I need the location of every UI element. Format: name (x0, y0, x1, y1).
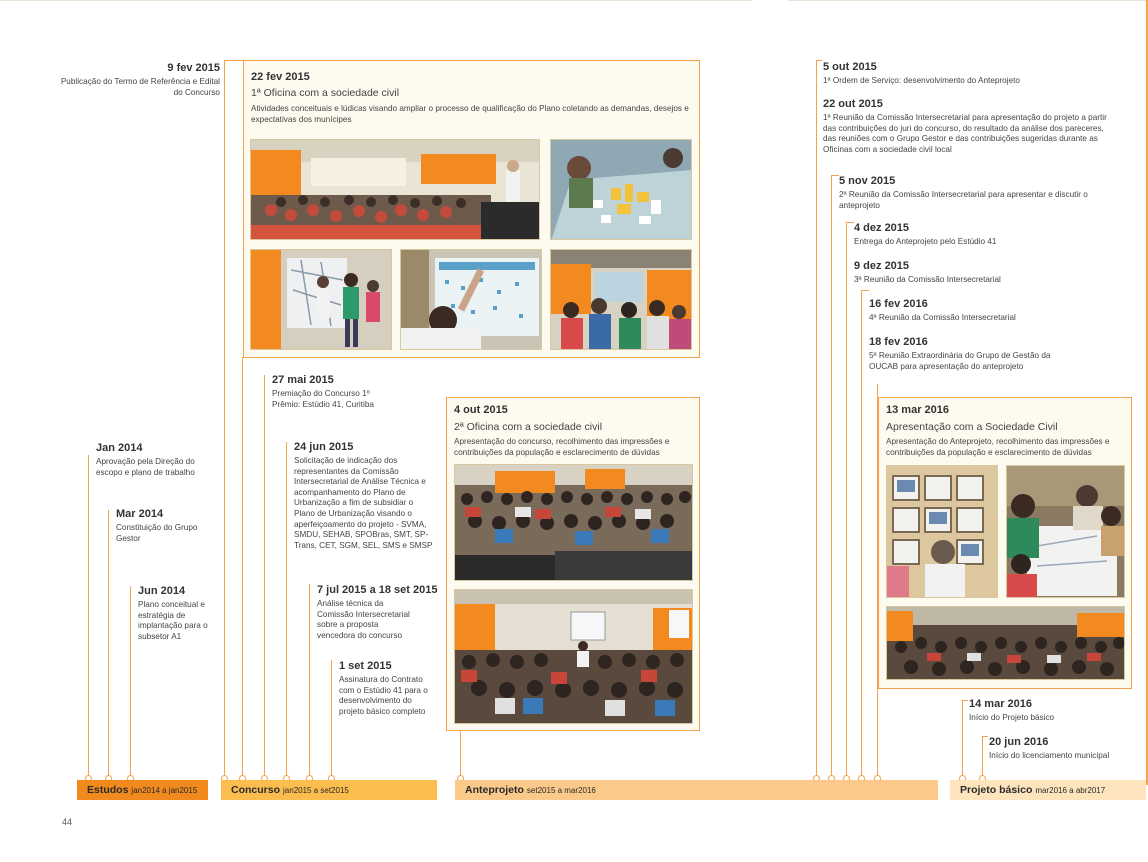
tick-14-mar (962, 700, 968, 701)
event-desc: Solicitação de indicação dos representantes da Comissão Intersecretarial de Análise Técnica e acompanhamento do Plano de Urbanização a fim de subsidiar o Plano de Urbanização visando o aperfeiçoamento do projeto - SVMA, SMDU, SEHAB, SPOBras, SMT, SP-Trans, CET, SGM, SEL, SMS e SMSP (294, 456, 433, 550)
stem-24-jun-2015 (286, 442, 287, 777)
event-date: 18 fev 2016 (869, 336, 928, 348)
event-date: 4 dez 2015 (854, 222, 910, 234)
event-desc: 3ª Reunião da Comissão Intersecretarial (854, 275, 1001, 284)
event-desc: Premiação do Concurso 1º Prêmio: Estúdio 41, Curitiba (272, 389, 374, 409)
event-14-mar-2016 (969, 698, 1129, 724)
event-24-jun-2015 (294, 441, 434, 551)
phase-range: set2015 a mar2016 (526, 786, 596, 795)
tick-4-dez (861, 290, 869, 291)
workshop-1-photo-auditorium (250, 139, 540, 240)
workshop-3-card (878, 397, 1132, 689)
stem-14-mar-2016 (962, 700, 963, 777)
event-desc: 2ª Reunião da Comissão Intersecretarial para apresentar e discutir o anteprojeto (839, 190, 1088, 210)
event-date: Mar 2014 (116, 508, 164, 520)
workshop-1-photo-wall-map (250, 249, 392, 350)
event-desc: Entrega do Anteprojeto pelo Estúdio 41 (854, 237, 997, 246)
workshop-3-date: 13 mar 2016 (886, 404, 949, 416)
event-date: Jun 2014 (138, 585, 186, 597)
event-jun-2014 (138, 585, 212, 642)
event-date: 1 set 2015 (339, 660, 392, 672)
event-date: 5 nov 2015 (839, 175, 896, 187)
event-18-fev-2016 (869, 336, 1069, 372)
workshop-3-title: Apresentação com a Sociedade Civil (886, 421, 1058, 433)
workshop-1-photo-group (550, 249, 692, 350)
event-date: 20 jun 2016 (989, 736, 1049, 748)
event-desc: Aprovação pela Direção do escopo e plano de trabalho (96, 457, 195, 477)
workshop-3-photo-table (1006, 465, 1125, 598)
event-1-set-2015 (339, 660, 439, 717)
workshop-2-photo-crowd (454, 464, 693, 581)
event-22-out-2015 (823, 98, 1115, 155)
top-rule-left (0, 0, 752, 1)
phase-range: mar2016 a abr2017 (1035, 786, 1106, 795)
workshop-1-title: 1ª Oficina com a sociedade civil (251, 87, 400, 99)
event-date: 16 fev 2016 (869, 298, 928, 310)
stem-27-mai-2015 (264, 375, 265, 777)
event-desc: 1ª Reunião da Comissão Intersecretarial para apresentação do projeto a partir das contribuições do juri do concurso, do resultado da análise dos pareceres, das reuniões com o Grupo Gestor e das contribuições sugeridas durante as Oficinas com a sociedade civil local (823, 113, 1107, 154)
event-desc: Análise técnica da Comissão Intersecretarial sobre a proposta vencedora do concurso (317, 599, 410, 640)
workshop-1-date: 22 fev 2015 (251, 71, 310, 83)
workshop-2-title: 2ª Oficina com a sociedade civil (454, 421, 603, 433)
stem-5-nov-2015 (846, 222, 847, 777)
stem-4-out-2015 (460, 730, 461, 777)
workshop-2-desc: Apresentação do concurso, recolhimento das impressões e contribuições da população e esclarecimento de dúvidas (454, 437, 670, 457)
event-date: 22 out 2015 (823, 98, 883, 110)
event-date: 9 fev 2015 (167, 62, 220, 74)
workshop-3-photo-panels (886, 465, 998, 598)
phase-name: Concurso (231, 784, 281, 796)
event-desc: Plano conceitual e estratégia de implantação para o subsetor A1 (138, 600, 208, 641)
tick-20-jun (982, 736, 988, 737)
workshop-2-date: 4 out 2015 (454, 404, 508, 416)
event-9-dez-2015 (854, 260, 1114, 286)
event-date: 14 mar 2016 (969, 698, 1032, 710)
phase-name: Projeto básico (960, 784, 1033, 796)
phase-anteprojeto (455, 780, 938, 800)
event-5-out-2015 (823, 61, 1123, 87)
stem-mar-2014 (108, 510, 109, 777)
stem-4-dez-2015 (861, 290, 862, 777)
stem-jan-2014 (88, 455, 89, 777)
workshop-1-card (243, 60, 700, 358)
stem-1-set-2015 (331, 660, 332, 777)
event-7-jul-2015 (317, 584, 441, 641)
tick-9-fev (224, 60, 244, 61)
event-jan-2014 (96, 442, 214, 478)
workshop-1-photo-model (550, 139, 692, 240)
tick-5-nov (846, 222, 854, 223)
workshop-1-desc: Atividades conceituais e lúdicas visando ampliar o processo de qualificação do Plano coletando as demandas, desejos e expectativas dos munícipes (251, 104, 689, 124)
event-desc: Publicação do Termo de Referência e Edital do Concurso (60, 77, 220, 97)
top-rule-right (788, 0, 1148, 1)
phase-estudos (77, 780, 208, 800)
tick-22-out (831, 175, 839, 176)
workshop-3-photo-crowd (886, 606, 1125, 680)
stem-22-fev-2015 (242, 357, 243, 777)
workshop-2-card (446, 397, 700, 731)
event-date: 24 jun 2015 (294, 441, 354, 453)
workshop-1-photo-board (400, 249, 542, 350)
event-desc: Início do Projeto básico (969, 713, 1055, 722)
event-desc: Início do licenciamento municipal (989, 751, 1110, 760)
event-20-jun-2016 (989, 736, 1139, 762)
stem-jun-2014 (130, 586, 131, 777)
event-27-mai-2015 (272, 374, 437, 410)
event-desc: Assinatura do Contrato com o Estúdio 41 para o desenvolvimento do projeto básico completo (339, 675, 428, 716)
phase-range: jan2014 a jan2015 (131, 786, 198, 795)
phase-concurso (221, 780, 437, 800)
event-date: 5 out 2015 (823, 61, 877, 73)
event-date: Jan 2014 (96, 442, 143, 454)
phase-name: Estudos (87, 784, 129, 796)
event-desc: 1ª Ordem de Serviço: desenvolvimento do Anteprojeto (823, 76, 1020, 85)
event-date: 7 jul 2015 a 18 set 2015 (317, 584, 438, 596)
workshop-3-desc: Apresentação do Anteprojeto, recolhimento das impressões e contribuições da população e esclarecimento de dúvidas (886, 437, 1110, 457)
event-desc: 4ª Reunião da Comissão Intersecretarial (869, 313, 1016, 322)
event-9-fev-2015 (60, 62, 220, 98)
event-desc: Constituição do Grupo Gestor (116, 523, 198, 543)
event-date: 27 mai 2015 (272, 374, 334, 386)
event-5-nov-2015 (839, 175, 1119, 211)
phase-name: Anteprojeto (465, 784, 524, 796)
phase-range: jan2015 a set2015 (283, 786, 349, 795)
stem-20-jun-2016 (982, 736, 983, 777)
phase-projeto-basico (950, 780, 1146, 800)
workshop-2-photo-auditorium (454, 589, 693, 724)
stem-7-jul-2015 (309, 584, 310, 777)
stem-5-out-2015 (816, 60, 817, 777)
event-4-dez-2015 (854, 222, 1114, 248)
stem-9-fev-2015 (224, 60, 225, 777)
event-desc: 5ª Reunião Extraordinária do Grupo de Gestão da OUCAB para apresentação do anteprojeto (869, 351, 1051, 371)
event-mar-2014 (116, 508, 214, 544)
event-date: 9 dez 2015 (854, 260, 910, 272)
stem-22-out-2015 (831, 175, 832, 777)
tick-5-out (816, 60, 822, 61)
page-number: 44 (62, 817, 73, 827)
event-16-fev-2016 (869, 298, 1119, 324)
